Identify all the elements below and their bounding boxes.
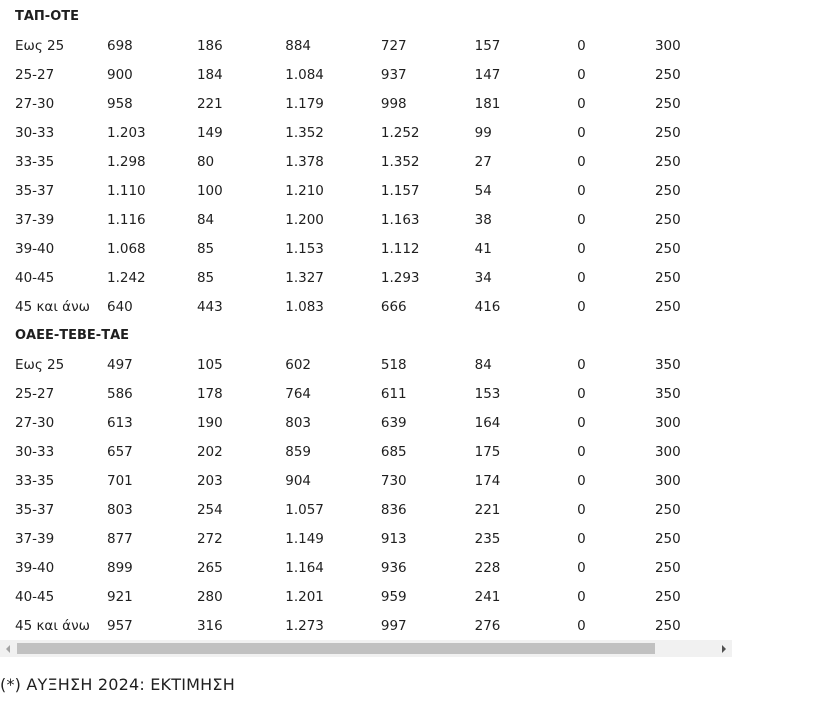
value-cell: 84 [474,356,492,373]
value-cell: 1.153 [285,240,324,257]
value-cell: 730 [380,472,407,489]
value-cell: 518 [380,356,407,373]
table-row [0,60,732,89]
value-cell: 85 [196,240,215,257]
value-cell: 0 [577,182,586,199]
value-cell: 1.293 [380,269,420,286]
value-cell: 38 [474,211,492,228]
table-row [0,495,732,524]
value-cell: 1.298 [106,153,146,170]
value-cell: 250 [654,66,681,83]
value-cell: 859 [285,443,312,460]
footnote: (*) ΑΥΞΗΣΗ 2024: ΕΚΤΙΜΗΣΗ [0,675,235,694]
value-cell: 228 [474,559,501,576]
age-range-cell: 27-30 [15,95,55,112]
value-cell: 250 [654,153,681,170]
value-cell: 350 [654,356,681,373]
value-cell: 1.327 [285,269,324,286]
value-cell: 181 [474,95,501,112]
age-range-cell: 39-40 [15,559,55,576]
age-range-cell: 25-27 [15,66,55,83]
value-cell: 698 [106,37,133,54]
value-cell: 250 [654,182,681,199]
value-cell: 175 [474,443,501,460]
value-cell: 184 [196,66,223,83]
table-row [0,234,732,263]
value-cell: 280 [196,588,223,605]
table-row [0,582,732,611]
value-cell: 0 [577,443,586,460]
value-cell: 250 [654,124,681,141]
table-row [0,350,732,379]
value-cell: 0 [577,617,586,634]
age-range-cell: 33-35 [15,153,55,170]
value-cell: 250 [654,501,681,518]
value-cell: 350 [654,385,681,402]
age-range-cell: 25-27 [15,385,55,402]
value-cell: 100 [196,182,223,199]
table-row [0,408,732,437]
value-cell: 254 [196,501,223,518]
section-title: ΟΑΕΕ-ΤΕΒΕ-ΤΑΕ [15,328,130,343]
value-cell: 221 [196,95,223,112]
value-cell: 1.149 [285,530,324,547]
value-cell: 300 [654,414,681,431]
value-cell: 937 [380,66,407,83]
value-cell: 657 [106,443,133,460]
chevron-right-icon [722,645,726,653]
value-cell: 701 [106,472,133,489]
value-cell: 611 [380,385,407,402]
value-cell: 41 [474,240,492,257]
value-cell: 1.352 [285,124,324,141]
value-cell: 1.163 [380,211,420,228]
value-cell: 900 [106,66,133,83]
age-range-cell: 30-33 [15,443,55,460]
value-cell: 153 [474,385,501,402]
value-cell: 1.112 [380,240,420,257]
value-cell: 998 [380,95,407,112]
value-cell: 147 [474,66,501,83]
value-cell: 157 [474,37,501,54]
value-cell: 27 [474,153,492,170]
value-cell: 764 [285,385,312,402]
table-row [0,466,732,495]
value-cell: 1.116 [106,211,146,228]
value-cell: 1.179 [285,95,324,112]
value-cell: 936 [380,559,407,576]
age-range-cell: 45 και άνω [15,298,90,315]
age-range-cell: 40-45 [15,269,55,286]
value-cell: 316 [196,617,223,634]
value-cell: 0 [577,153,586,170]
value-cell: 250 [654,211,681,228]
value-cell: 203 [196,472,223,489]
chevron-left-icon [6,645,10,653]
section-title: ΤΑΠ-ΟΤΕ [15,9,80,24]
value-cell: 250 [654,95,681,112]
age-range-cell: 37-39 [15,530,55,547]
value-cell: 1.084 [285,66,324,83]
value-cell: 0 [577,356,586,373]
age-range-cell: 27-30 [15,414,55,431]
value-cell: 1.200 [285,211,324,228]
age-range-cell: 45 και άνω [15,617,90,634]
value-cell: 613 [106,414,133,431]
table-row [0,611,732,640]
value-cell: 34 [474,269,492,286]
age-range-cell: 35-37 [15,501,55,518]
value-cell: 639 [380,414,407,431]
value-cell: 186 [196,37,223,54]
value-cell: 250 [654,559,681,576]
scroll-right-button[interactable] [716,640,732,657]
value-cell: 85 [196,269,215,286]
value-cell: 1.164 [285,559,324,576]
value-cell: 1.242 [106,269,146,286]
value-cell: 0 [577,530,586,547]
value-cell: 174 [474,472,501,489]
value-cell: 105 [196,356,223,373]
value-cell: 1.378 [285,153,324,170]
value-cell: 0 [577,240,586,257]
value-cell: 202 [196,443,223,460]
table-row [0,31,732,60]
value-cell: 300 [654,37,681,54]
value-cell: 265 [196,559,223,576]
value-cell: 250 [654,530,681,547]
value-cell: 497 [106,356,133,373]
value-cell: 0 [577,385,586,402]
age-range-cell: 30-33 [15,124,55,141]
value-cell: 602 [285,356,312,373]
value-cell: 0 [577,269,586,286]
value-cell: 54 [474,182,492,199]
value-cell: 904 [285,472,312,489]
age-range-cell: 37-39 [15,211,55,228]
value-cell: 164 [474,414,501,431]
value-cell: 272 [196,530,223,547]
value-cell: 958 [106,95,133,112]
value-cell: 178 [196,385,223,402]
value-cell: 685 [380,443,407,460]
value-cell: 276 [474,617,501,634]
value-cell: 1.252 [380,124,420,141]
table-row [0,292,732,321]
value-cell: 1.203 [106,124,146,141]
value-cell: 250 [654,269,681,286]
value-cell: 1.201 [285,588,324,605]
value-cell: 586 [106,385,133,402]
value-cell: 0 [577,472,586,489]
table-row [0,437,732,466]
value-cell: 0 [577,37,586,54]
value-cell: 997 [380,617,407,634]
value-cell: 1.083 [285,298,324,315]
table-row [0,147,732,176]
value-cell: 640 [106,298,133,315]
value-cell: 300 [654,443,681,460]
value-cell: 899 [106,559,133,576]
age-range-cell: 33-35 [15,472,55,489]
value-cell: 84 [196,211,215,228]
value-cell: 0 [577,588,586,605]
table-row [0,89,732,118]
value-cell: 0 [577,501,586,518]
value-cell: 921 [106,588,133,605]
value-cell: 443 [196,298,223,315]
value-cell: 300 [654,472,681,489]
value-cell: 0 [577,559,586,576]
value-cell: 221 [474,501,501,518]
value-cell: 884 [285,37,312,54]
scroll-left-button[interactable] [0,640,16,657]
value-cell: 235 [474,530,501,547]
value-cell: 0 [577,124,586,141]
value-cell: 80 [196,153,215,170]
value-cell: 0 [577,211,586,228]
value-cell: 803 [285,414,312,431]
value-cell: 149 [196,124,223,141]
age-range-cell: 40-45 [15,588,55,605]
value-cell: 957 [106,617,133,634]
table-row [0,176,732,205]
value-cell: 0 [577,95,586,112]
value-cell: 190 [196,414,223,431]
value-cell: 803 [106,501,133,518]
value-cell: 913 [380,530,407,547]
pension-table [0,2,732,640]
value-cell: 241 [474,588,501,605]
value-cell: 1.352 [380,153,420,170]
table-row [0,524,732,553]
value-cell: 1.057 [285,501,324,518]
value-cell: 0 [577,66,586,83]
value-cell: 0 [577,414,586,431]
value-cell: 836 [380,501,407,518]
table-row [0,118,732,147]
value-cell: 250 [654,298,681,315]
value-cell: 250 [654,617,681,634]
value-cell: 1.273 [285,617,324,634]
age-range-cell: Εως 25 [15,37,65,54]
value-cell: 1.110 [106,182,146,199]
value-cell: 99 [474,124,492,141]
table-row [0,379,732,408]
value-cell: 416 [474,298,501,315]
value-cell: 959 [380,588,407,605]
age-range-cell: Εως 25 [15,356,65,373]
value-cell: 250 [654,240,681,257]
value-cell: 666 [380,298,407,315]
value-cell: 250 [654,588,681,605]
age-range-cell: 35-37 [15,182,55,199]
value-cell: 1.068 [106,240,146,257]
table-row [0,263,732,292]
value-cell: 727 [380,37,407,54]
value-cell: 877 [106,530,133,547]
scrollbar-thumb[interactable] [17,643,655,654]
age-range-cell: 39-40 [15,240,55,257]
horizontal-scrollbar[interactable] [0,640,732,657]
value-cell: 1.210 [285,182,324,199]
section-header [0,2,732,31]
table-row [0,553,732,582]
value-cell: 0 [577,298,586,315]
table-row [0,205,732,234]
section-header [0,321,732,350]
value-cell: 1.157 [380,182,420,199]
